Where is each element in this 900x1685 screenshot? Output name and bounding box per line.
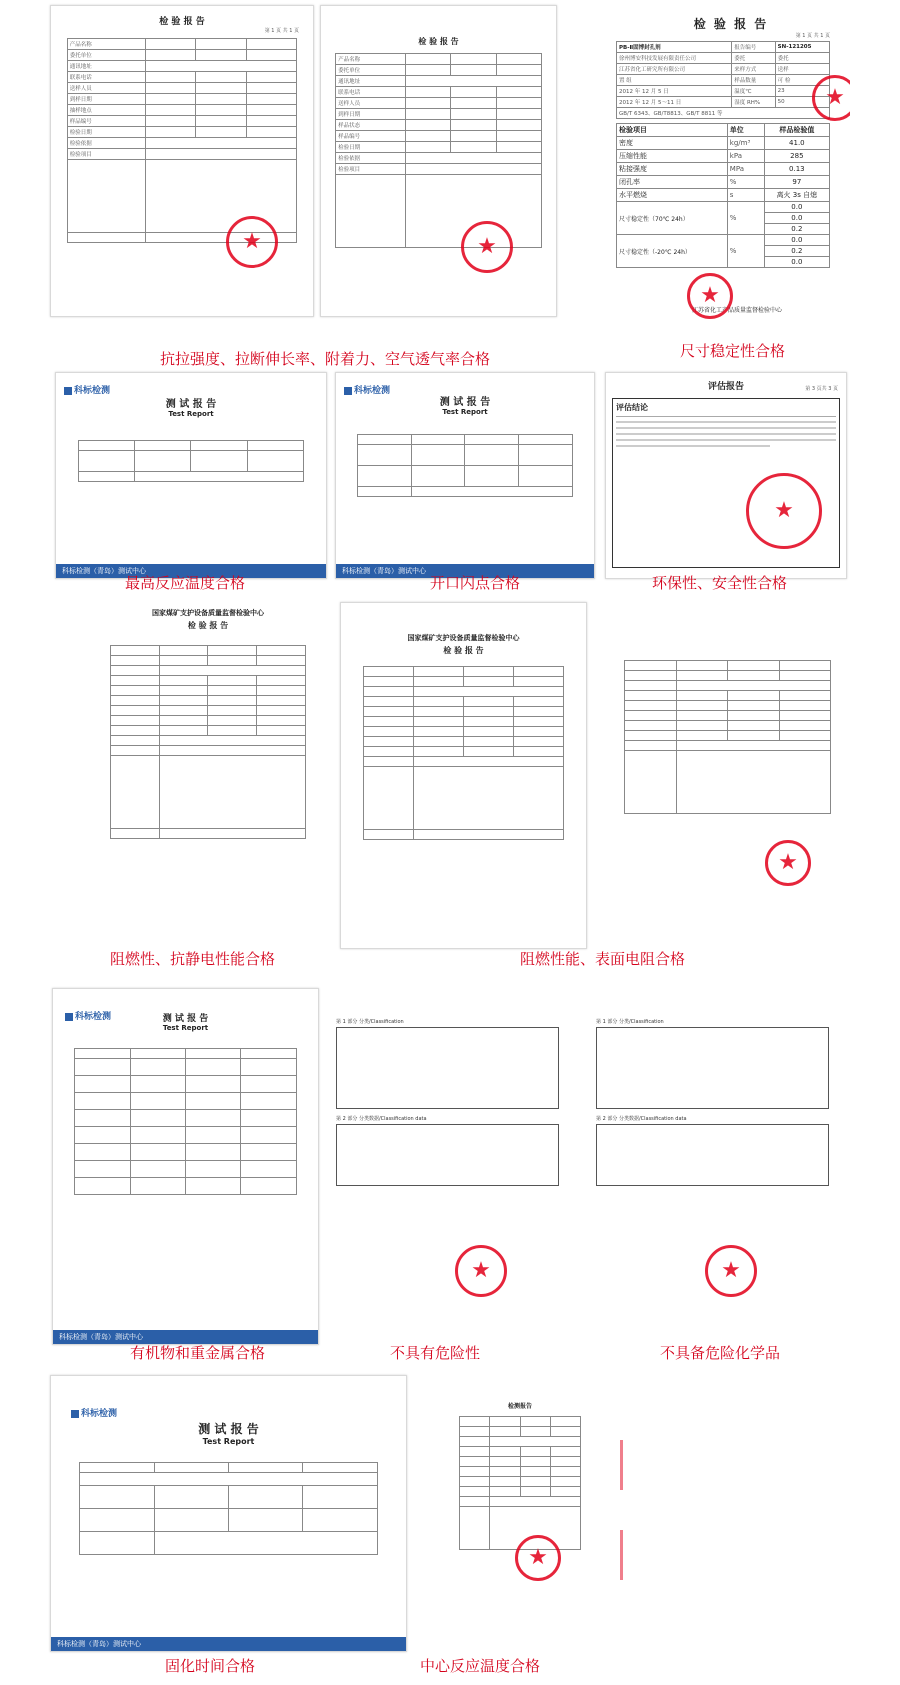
red-seal: ★ — [746, 473, 822, 549]
report-title: 检 验 报 告 — [187, 621, 229, 630]
red-seal: ★ — [515, 1535, 561, 1581]
report-table — [110, 645, 307, 839]
red-seal: ★ — [226, 216, 278, 268]
caption-9: 不具有危险性 — [390, 1344, 481, 1362]
report-non-hazard — [330, 1010, 565, 1310]
caption-10: 不具备危险化学品 — [660, 1344, 781, 1362]
red-seal: ★ — [461, 221, 513, 273]
caption-12: 中心反应温度合格 — [420, 1657, 541, 1675]
report-environment — [605, 372, 847, 579]
red-seal-side: ★ — [812, 75, 850, 121]
section-1-box — [336, 1027, 559, 1109]
report-footer: 科标检测（青岛）测试中心 — [51, 1637, 406, 1651]
report-org: 国家煤矿支护设备质量监督检验中心 — [152, 609, 264, 617]
red-seal: ★ — [687, 273, 733, 319]
caption-8: 有机物和重金属合格 — [130, 1344, 266, 1362]
report-flame-antistatic — [88, 602, 328, 947]
report-table — [357, 434, 574, 497]
report-subtitle: Test Report — [442, 408, 488, 416]
caption-7: 阻燃性能、表面电阻合格 — [520, 950, 686, 968]
footer-org: 江苏省化工产品质量监督检验中心 — [692, 307, 783, 314]
report-footer: 科标检测（青岛）测试中心 — [336, 564, 594, 578]
report-title: 评估报告 — [707, 382, 744, 392]
results-table: 检验项目 单位 样品检验值 密度 kg/m³ 41.0 压缩性能 kPa 285 粘接强度 MPa 0.13 闭孔率 % 97 水平燃烧 s 离火 3s 自熄 尺寸稳定性（70℃ 24h） % 0.0 0.0 0.2 尺寸稳定性（-20℃ 24h） % 0.0 0.2 0.0 — [616, 123, 830, 268]
red-seal: ★ — [765, 840, 811, 886]
caption-11: 固化时间合格 — [165, 1657, 256, 1675]
section-2-box — [596, 1124, 829, 1186]
brand-logo: 科标检测 — [71, 1406, 117, 1419]
report-title: 检 验 报 告 — [693, 17, 769, 31]
section-2: 第 2 部分 分类数据/Classification data — [596, 1116, 687, 1122]
page-number: 第 3 页共 3 页 — [805, 386, 838, 392]
report-title: 检 验 报 告 — [159, 17, 205, 27]
page-number: 第 1 页 共 1 页 — [795, 33, 830, 39]
report-subtitle: Test Report — [162, 1024, 209, 1032]
section-1: 第 1 部分 分类/Classification — [596, 1019, 664, 1025]
caption-5: 环保性、安全性合格 — [652, 574, 788, 592]
report-subtitle: Test Report — [202, 1437, 255, 1446]
report-subtitle: Test Report — [168, 410, 214, 418]
section-1-box — [596, 1027, 829, 1109]
report-dimension — [612, 5, 850, 325]
report-org: 国家煤矿支护设备质量监督检验中心 — [407, 634, 520, 642]
report-table: 产品名称 委托单位 通讯地址 联系电话 送样人员 到样日期 样品状态 样品编号 检验日期 检验依据 检验项目 — [335, 53, 542, 248]
report-non-dangerous-chem — [590, 1010, 835, 1310]
report-table — [624, 660, 831, 814]
section-2-box — [336, 1124, 559, 1186]
report-title: 检测报告 — [507, 1403, 532, 1410]
report-table: 产品名称 委托单位 通讯地址 联系电话 送样人员 到样日期 抽样地点 样品编号 检验日期 检验依据 检验项目 — [67, 38, 298, 243]
report-footer: 科标检测（青岛）测试中心 — [56, 564, 326, 578]
page-number: 第 1 页 共 1 页 — [264, 28, 299, 34]
caption-6: 阻燃性、抗静电性能合格 — [110, 950, 276, 968]
report-max-temp — [55, 372, 327, 579]
section-2: 第 2 部分 分类数据/Classification data — [336, 1116, 427, 1122]
report-core-temp — [455, 1395, 585, 1635]
info-table: PB-Ⅱ固博封孔剂 报告编号 SN-121205 徐州博安科技发展有限责任公司 委托 委托 江苏省化工研究所有限公司 来样方式 送样 置 组 样品数量 可 检 2012 年 12 月 5 日 温度℃ 23 2012 年 12 月 5～11 日 湿度 RH% 50 GB/T 6343、GB/T8813、GB/T 8811 等 — [616, 41, 830, 119]
brand-logo: 科标检测 — [64, 383, 110, 396]
report-title: 测 试 报 告 — [162, 1014, 209, 1024]
brand-logo: 科标检测 — [344, 383, 390, 396]
report-flash-point — [335, 372, 595, 579]
report-table — [78, 440, 305, 482]
conclusion-heading: 评估结论 — [616, 403, 648, 412]
caption-1: 抗拉强度、拉断伸长率、附着力、空气透气率合格 — [160, 350, 491, 368]
red-seal-edge — [620, 1530, 633, 1580]
report-tensile — [50, 5, 314, 317]
report-cure-time — [50, 1375, 407, 1652]
report-title: 测 试 报 告 — [439, 397, 491, 408]
report-title: 检 验 报 告 — [418, 37, 459, 46]
report-table — [79, 1462, 377, 1555]
red-seal-edge — [620, 1440, 633, 1490]
report-table — [74, 1048, 297, 1195]
caption-4: 开口闪点合格 — [430, 574, 521, 592]
report-table — [363, 666, 564, 840]
report-table — [459, 1416, 581, 1550]
red-seal: ★ — [455, 1245, 507, 1297]
report-title: 测 试 报 告 — [165, 399, 217, 410]
section-1: 第 1 部分 分类/Classification — [336, 1019, 404, 1025]
report-title: 测 试 报 告 — [198, 1422, 259, 1436]
report-tensile-2 — [320, 5, 557, 317]
red-seal: ★ — [705, 1245, 757, 1297]
report-flame-surface-1 — [340, 602, 587, 949]
report-title: 检 验 报 告 — [443, 646, 484, 655]
caption-2: 尺寸稳定性合格 — [680, 342, 786, 360]
caption-3: 最高反应温度合格 — [125, 574, 246, 592]
brand-logo: 科标检测 — [65, 1009, 111, 1022]
report-flame-surface-2 — [615, 640, 840, 940]
report-footer: 科标检测（青岛）测试中心 — [53, 1330, 318, 1344]
report-organics — [52, 988, 319, 1345]
